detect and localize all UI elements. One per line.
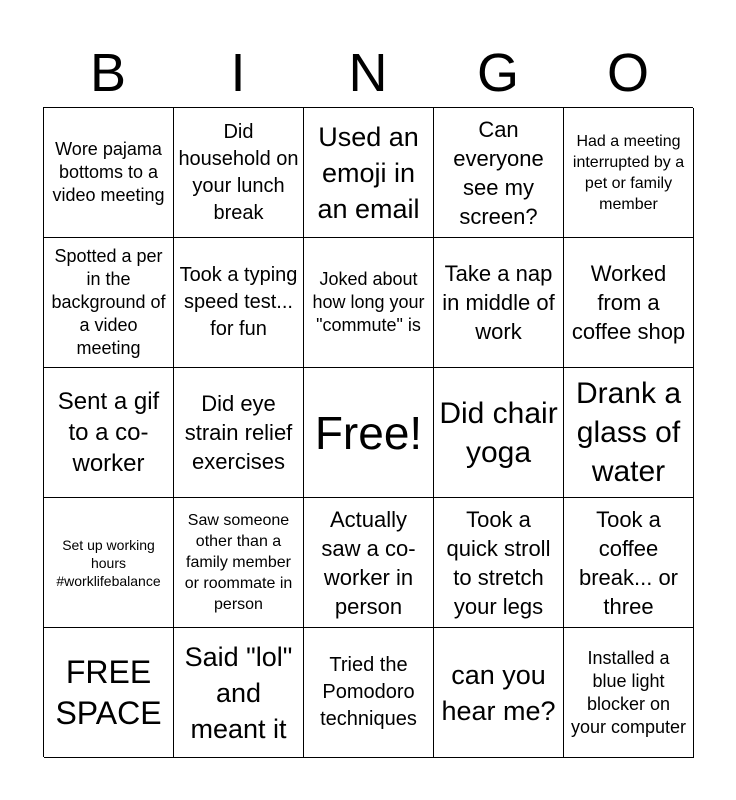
bingo-cell[interactable]: Joked about how long your "commute" is bbox=[304, 238, 434, 368]
bingo-cell[interactable]: Worked from a coffee shop bbox=[564, 238, 694, 368]
header-letter-g: G bbox=[476, 43, 519, 103]
bingo-cell[interactable]: Tried the Pomodoro techniques bbox=[304, 628, 434, 758]
free-cell[interactable]: Free! bbox=[304, 368, 434, 498]
bingo-cell[interactable]: Actually saw a co-worker in person bbox=[304, 498, 434, 628]
bingo-header bbox=[43, 38, 693, 108]
header-letter-n: N bbox=[348, 43, 388, 103]
bingo-cell[interactable]: Saw someone other than a family member or roommate in person bbox=[174, 498, 304, 628]
bingo-cell[interactable]: Did eye strain relief exercises bbox=[174, 368, 304, 498]
bingo-cell[interactable]: Said "lol" and meant it bbox=[174, 628, 304, 758]
bingo-cell[interactable]: Did chair yoga bbox=[434, 368, 564, 498]
bingo-cell[interactable]: Did household on your lunch break bbox=[174, 108, 304, 238]
bingo-cell[interactable]: Used an emoji in an email bbox=[304, 108, 434, 238]
header-letter-o: O bbox=[606, 43, 649, 103]
bingo-cell[interactable]: Wore pajama bottoms to a video meeting bbox=[44, 108, 174, 238]
bingo-cell[interactable]: Took a coffee break... or three bbox=[564, 498, 694, 628]
free-space-cell[interactable]: FREE SPACE bbox=[44, 628, 174, 758]
bingo-cell[interactable]: Take a nap in middle of work bbox=[434, 238, 564, 368]
bingo-cell[interactable]: Installed a blue light blocker on your computer bbox=[564, 628, 694, 758]
bingo-cell[interactable]: can you hear me? bbox=[434, 628, 564, 758]
header-letter-b: B bbox=[89, 43, 127, 103]
bingo-cell[interactable]: Had a meeting interrupted by a pet or family member bbox=[564, 108, 694, 238]
bingo-cell[interactable]: Spotted a per in the background of a video meeting bbox=[44, 238, 174, 368]
bingo-grid bbox=[43, 107, 693, 757]
bingo-cell[interactable]: Set up working hours #worklifebalance bbox=[44, 498, 174, 628]
bingo-cell[interactable]: Drank a glass of water bbox=[564, 368, 694, 498]
bingo-cell[interactable]: Took a quick stroll to stretch your legs bbox=[434, 498, 564, 628]
bingo-cell[interactable]: Took a typing speed test... for fun bbox=[174, 238, 304, 368]
header-letter-i: I bbox=[230, 43, 246, 103]
bingo-cell[interactable]: Sent a gif to a co-worker bbox=[44, 368, 174, 498]
bingo-cell[interactable]: Can everyone see my screen? bbox=[434, 108, 564, 238]
